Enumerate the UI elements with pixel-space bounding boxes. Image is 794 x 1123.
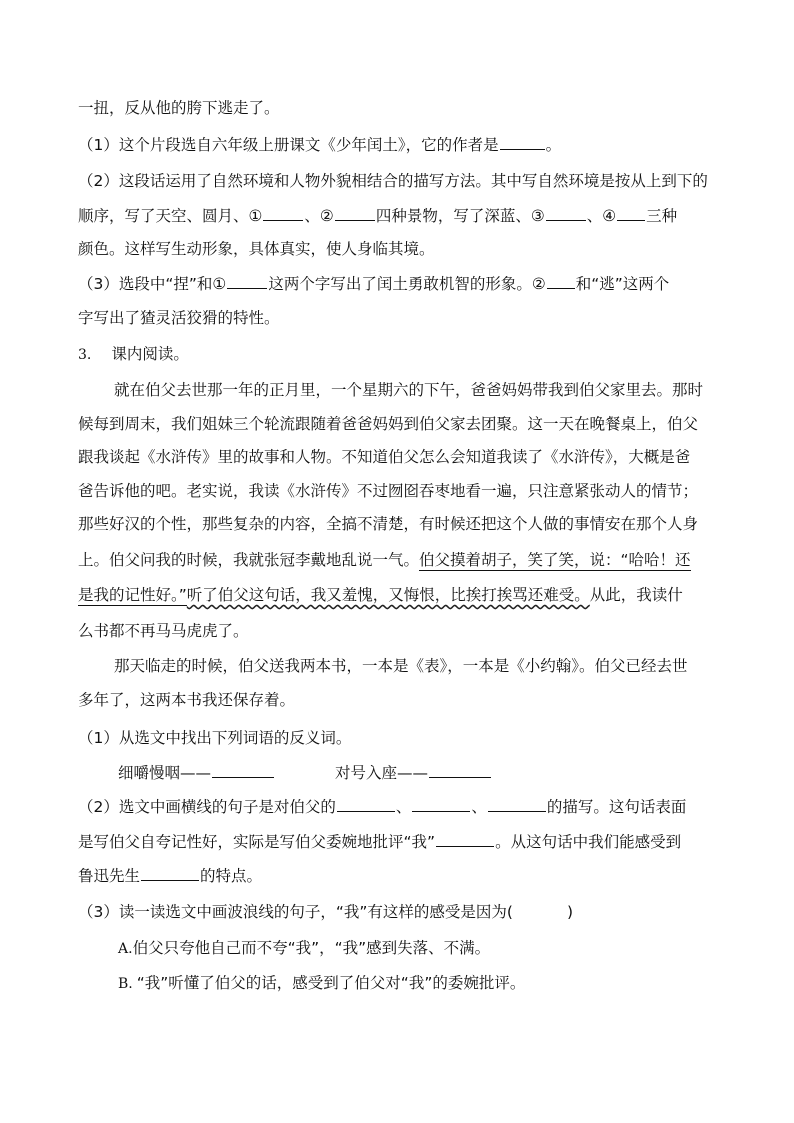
underlined-sentence: 是我的记性好。” [78, 586, 187, 604]
passage-p1-l4: 爸告诉他的吧。老实说，我读《水浒传》不过囫囵吞枣地看一遍，只注意紧张动人的情节； [78, 482, 699, 500]
q3-sub1-title: （1）从选文中找出下列词语的反义词。 [78, 729, 352, 747]
answer-blank[interactable] [412, 796, 470, 812]
q2-sub3-line1: （3）选段中“捏”和① 这两个字写出了闰土勇敢机智的形象。② 和“逃”这两个 [78, 275, 670, 293]
q3-sub3: （3）读一读选文中画波浪线的句子，“我”有这样的感受是因为( ) [78, 903, 574, 921]
q3-sub2-line1: （2）选文中画横线的句子是对伯父的 、 、 的描写。这句话表面 [78, 798, 687, 816]
q2-sub2-line3: 颜色。这样写生动形象，具体真实，使人身临其境。 [78, 240, 435, 258]
answer-blank[interactable] [547, 273, 575, 289]
q3-sub2-line3: 鲁迅先生 的特点。 [78, 867, 263, 885]
answer-blank[interactable] [227, 273, 267, 289]
option-b: B. “我”听懂了伯父的话，感受到了伯父对“我”的委婉批评。 [118, 974, 526, 992]
answer-blank[interactable] [500, 134, 545, 150]
answer-blank[interactable] [337, 796, 395, 812]
q2-sub2-line1: （2）这段话运用了自然环境和人物外貌相结合的描写方法。其中写自然环境是按从上到下的 [78, 172, 708, 190]
answer-blank[interactable] [617, 205, 645, 221]
q3-heading: 3. 课内阅读。 [78, 345, 189, 363]
answer-blank[interactable] [263, 205, 303, 221]
passage-p1-l6: 上。伯父问我的时候，我就张冠李戴地乱说一气。伯父摸着胡子，笑了笑，说：“哈哈！还 [78, 551, 691, 569]
passage-p1-l7: 是我的记性好。”听了伯父这句话，我又羞愧，又悔恨，比挨打挨骂还难受。从此，我读什 [78, 586, 683, 604]
answer-blank[interactable] [436, 831, 494, 847]
underlined-sentence: 伯父摸着胡子，笑了笑，说：“哈哈！还 [419, 551, 691, 569]
passage-p1-l2: 候每到周末，我们姐妹三个轮流跟随着爸爸妈妈到伯父家去团聚。这一天在晚餐桌上，伯父 [78, 415, 699, 433]
answer-blank[interactable] [488, 796, 546, 812]
option-a: A.伯父只夸他自己而不夸“我”，“我”感到失落、不满。 [118, 939, 491, 957]
passage-p1-l8: 么书都不再马马虎虎了。 [78, 622, 249, 640]
answer-blank[interactable] [546, 205, 586, 221]
q2-sub2-line2: 顺序，写了天空、圆月、① 、② 四种景物，写了深蓝、③ 、④ 三种 [78, 207, 678, 225]
answer-blank[interactable] [335, 205, 375, 221]
answer-blank[interactable] [141, 865, 199, 881]
q2-sub1: （1）这个片段选自六年级上册课文《少年闰土》，它的作者是 。 [78, 136, 562, 154]
passage-p1-l3: 跟我谈起《水浒传》里的故事和人物。不知道伯父怎么会知道我读了《水浒传》，大概是爸 [78, 448, 691, 466]
passage-p2-l2: 多年了，这两本书我还保存着。 [78, 691, 296, 709]
passage-p2-l1: 那天临走的时候，伯父送我两本书，一本是《表》，一本是《小约翰》。伯父已经去世 [114, 657, 688, 675]
q2-sub3-line2: 字写出了猹灵活狡猾的特性。 [78, 309, 280, 327]
top-line: 一扭，反从他的胯下逃走了。 [78, 99, 280, 117]
passage-p1-l1: 就在伯父去世那一年的正月里，一个星期六的下午，爸爸妈妈带我到伯父家里去。那时 [114, 381, 704, 399]
passage-p1-l5: 那些好汉的个性，那些复杂的内容，全搞不清楚，有时候还把这个人做的事情安在那个人身 [78, 515, 699, 533]
wavy-underlined-sentence: 听了伯父这句话，我又羞愧，又悔恨，比挨打挨骂还难受。 [186, 586, 590, 604]
answer-blank[interactable] [429, 762, 491, 778]
q3-sub2-line2: 是写伯父自夸记性好，实际是写伯父委婉地批评“我” 。从这句话中我们能感受到 [78, 833, 682, 851]
q3-sub1-words: 细嚼慢咽—— 对号入座—— [118, 762, 758, 784]
answer-blank[interactable] [212, 762, 274, 778]
